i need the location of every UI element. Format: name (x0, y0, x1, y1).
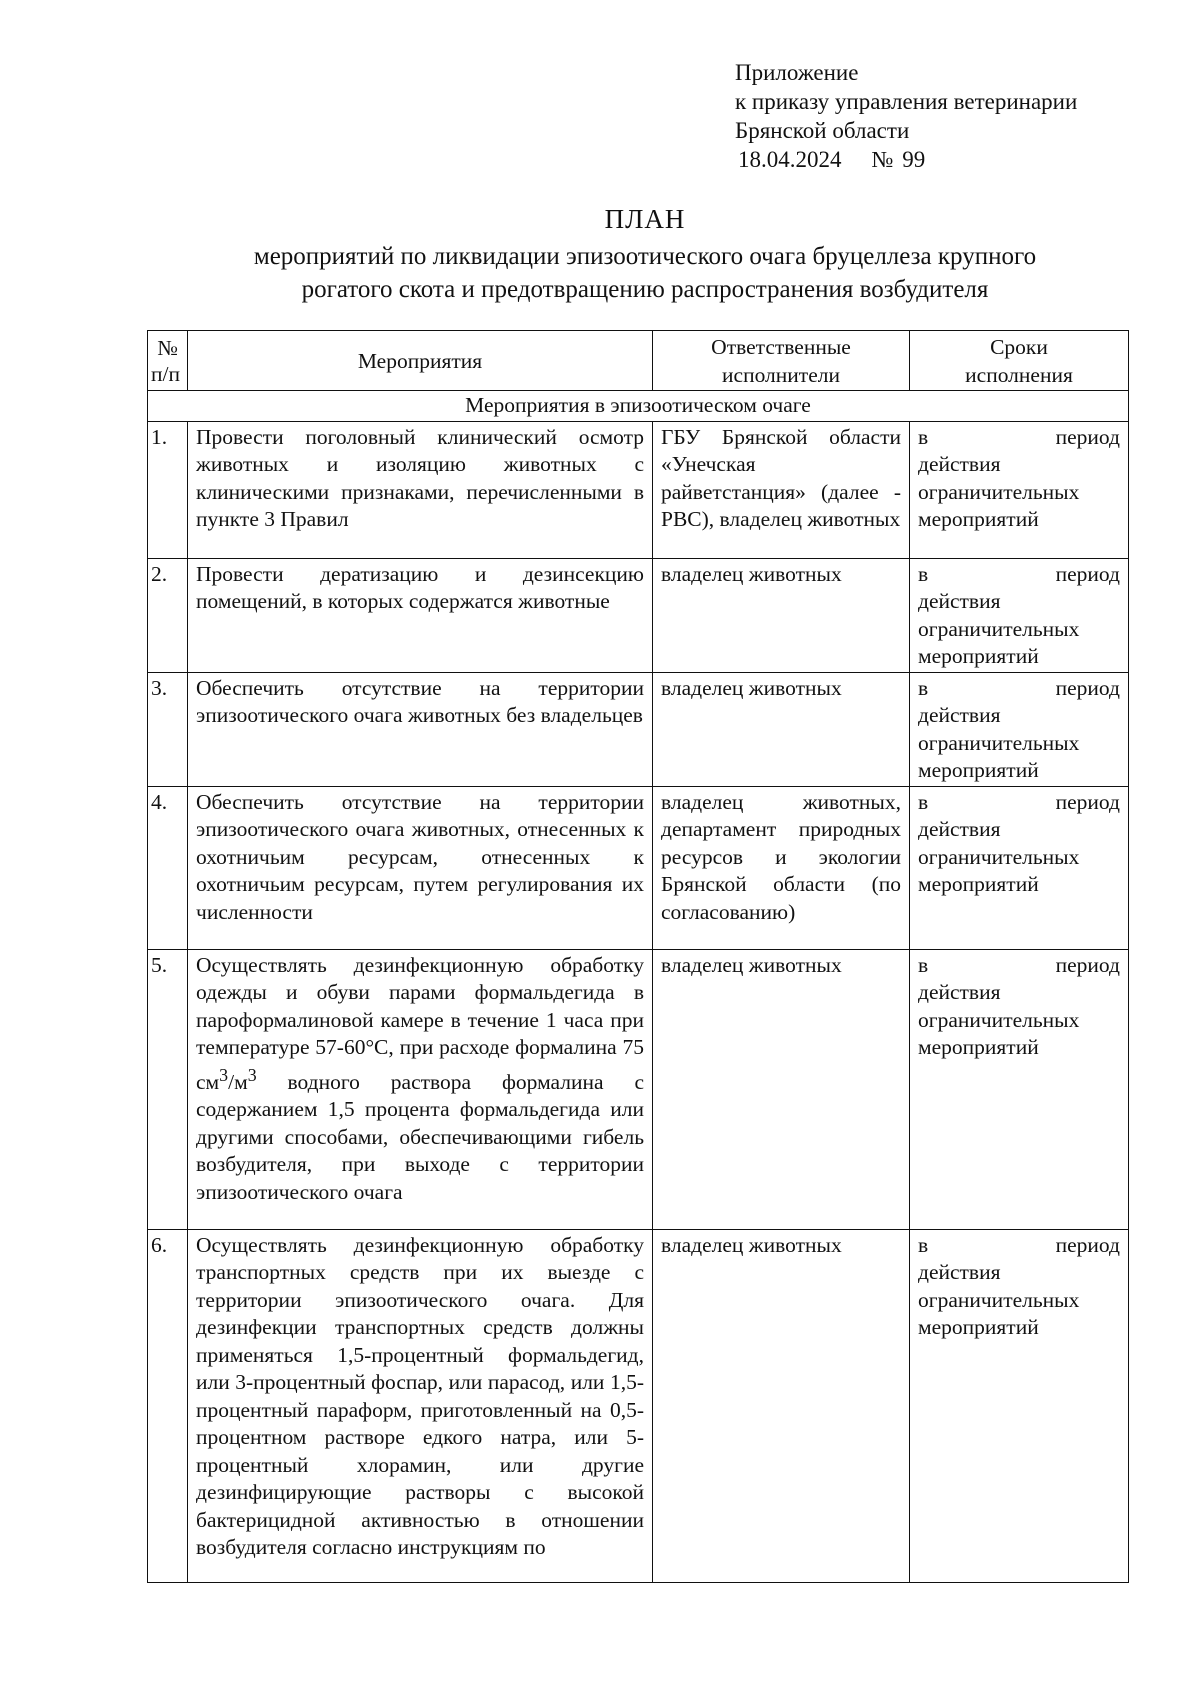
deadline-word-2: период (1055, 424, 1120, 449)
subtitle-line-1: мероприятий по ликвидации эпизоотического очага бруцеллеза крупного (253, 243, 1037, 270)
row-number: 1. (148, 421, 188, 558)
header-responsible (653, 331, 910, 391)
header-deadlines (910, 331, 1129, 391)
row-measure (188, 949, 653, 1229)
row-responsible: ГБУ Брянской области «Унечская райветстанция» (далее - РВС), владелец животных (653, 421, 910, 558)
row-measure-part-1: Осуществлять дезинфекционную обработку одежды и обуви парами формальдегида в пароформалиновой камере в течение 1 часа при температуре 57-60°С, при расходе формалина 75 см (196, 952, 644, 1094)
table-row (148, 558, 1129, 672)
header-measures: Мероприятия (188, 331, 653, 391)
row-measure: Осуществлять дезинфекционную обработку транспортных средств при их выезде с территории эпизоотического очага. Для дезинфекции транспортных средств должны применяться 1,5-процентный формальдегид, или 3-процентный фоспар, или парасод, или 1,5-процентный параформ, приготовленный на 0,5-процентном растворе едкого натра, или 5-процентный хлорамин, или другие дезинфицирующие растворы с высокой бактерицидной активностью в отношении возбудителя согласно инструкциям по (188, 1229, 653, 1582)
deadline-word-2: период (1055, 1232, 1120, 1257)
row-responsible: владелец животных (653, 1229, 910, 1582)
superscript-3: 3 (247, 1064, 257, 1085)
deadline-word-1: в (918, 1232, 929, 1257)
header-number-sign: № (157, 335, 178, 360)
appendix-date-line (735, 145, 1077, 174)
document-subtitle (150, 240, 1140, 306)
header-responsible-line-1: Ответственные (711, 335, 851, 359)
row-measure: Обеспечить отсутствие на территории эпизоотического очага животных без владельцев (188, 672, 653, 786)
table-row (148, 421, 1129, 558)
row-deadline (910, 1229, 1129, 1582)
header-number (148, 331, 188, 391)
row-deadline (910, 558, 1129, 672)
row-number: 4. (148, 786, 188, 949)
deadline-word-1: в (918, 561, 929, 586)
row-measure: Обеспечить отсутствие на территории эпизоотического очага животных, отнесенных к охотничьим ресурсам, отнесенных к охотничьим ресурсам, путем регулирования их численности (188, 786, 653, 949)
deadline-rest: действия ограничительных мероприятий (918, 1260, 1080, 1339)
deadline-rest: действия ограничительных мероприятий (918, 817, 1080, 896)
appendix-order-ref: к приказу управления ветеринарии (735, 89, 1078, 114)
superscript-3: 3 (219, 1064, 229, 1085)
order-date: 18.04.2024 (738, 147, 842, 172)
appendix-label: Приложение (735, 60, 859, 85)
order-number: № 99 (871, 147, 926, 172)
subtitle-line-2: рогатого скота и предотвращению распространения возбудителя (301, 276, 989, 303)
unit-slash-m: /м (228, 1069, 248, 1094)
table-row (148, 949, 1129, 1229)
deadline-word-2: период (1055, 789, 1120, 814)
row-measure-part-2: водного раствора формалина с содержанием 1,5 процента формальдегида или другими способами, обеспечивающими гибель возбудителя, при выходе с территории эпизоотического очага (196, 1069, 644, 1204)
deadline-word-1: в (918, 675, 929, 700)
appendix-block (735, 58, 1077, 174)
deadline-word-1: в (918, 424, 929, 449)
deadline-rest: действия ограничительных мероприятий (918, 980, 1080, 1059)
document-title: ПЛАН (604, 204, 686, 234)
deadline-word-1: в (918, 789, 929, 814)
header-deadlines-line-1: Сроки (990, 335, 1048, 359)
row-number: 2. (148, 558, 188, 672)
row-number: 6. (148, 1229, 188, 1582)
section-row (148, 391, 1129, 422)
deadline-word-2: период (1055, 675, 1120, 700)
appendix-region: Брянской области (735, 118, 910, 143)
deadline-rest: действия ограничительных мероприятий (918, 703, 1080, 782)
table-row (148, 1229, 1129, 1582)
header-responsible-line-2: исполнители (722, 363, 840, 387)
row-responsible: владелец животных (653, 949, 910, 1229)
row-number: 5. (148, 949, 188, 1229)
row-deadline (910, 421, 1129, 558)
measures-table (147, 330, 1129, 1583)
table-row (148, 786, 1129, 949)
row-responsible: владелец животных, департамент природных ресурсов и экологии Брянской области (по согласованию) (653, 786, 910, 949)
row-responsible: владелец животных (653, 558, 910, 672)
header-deadlines-line-2: исполнения (965, 363, 1073, 387)
row-responsible: владелец животных (653, 672, 910, 786)
row-deadline (910, 949, 1129, 1229)
row-measure: Провести дератизацию и дезинсекцию помещений, в которых содержатся животные (188, 558, 653, 672)
row-measure: Провести поголовный клинический осмотр животных и изоляцию животных с клиническими признаками, перечисленными в пункте 3 Правил (188, 421, 653, 558)
deadline-word-2: период (1055, 952, 1120, 977)
section-title: Мероприятия в эпизоотическом очаге (148, 391, 1129, 422)
table-header-row (148, 331, 1129, 391)
row-number: 3. (148, 672, 188, 786)
table-row (148, 672, 1129, 786)
deadline-word-1: в (918, 952, 929, 977)
deadline-rest: действия ограничительных мероприятий (918, 452, 1080, 531)
row-deadline (910, 672, 1129, 786)
deadline-rest: действия ограничительных мероприятий (918, 589, 1080, 668)
header-number-abbr: п/п (151, 361, 180, 386)
row-deadline (910, 786, 1129, 949)
deadline-word-2: период (1055, 561, 1120, 586)
